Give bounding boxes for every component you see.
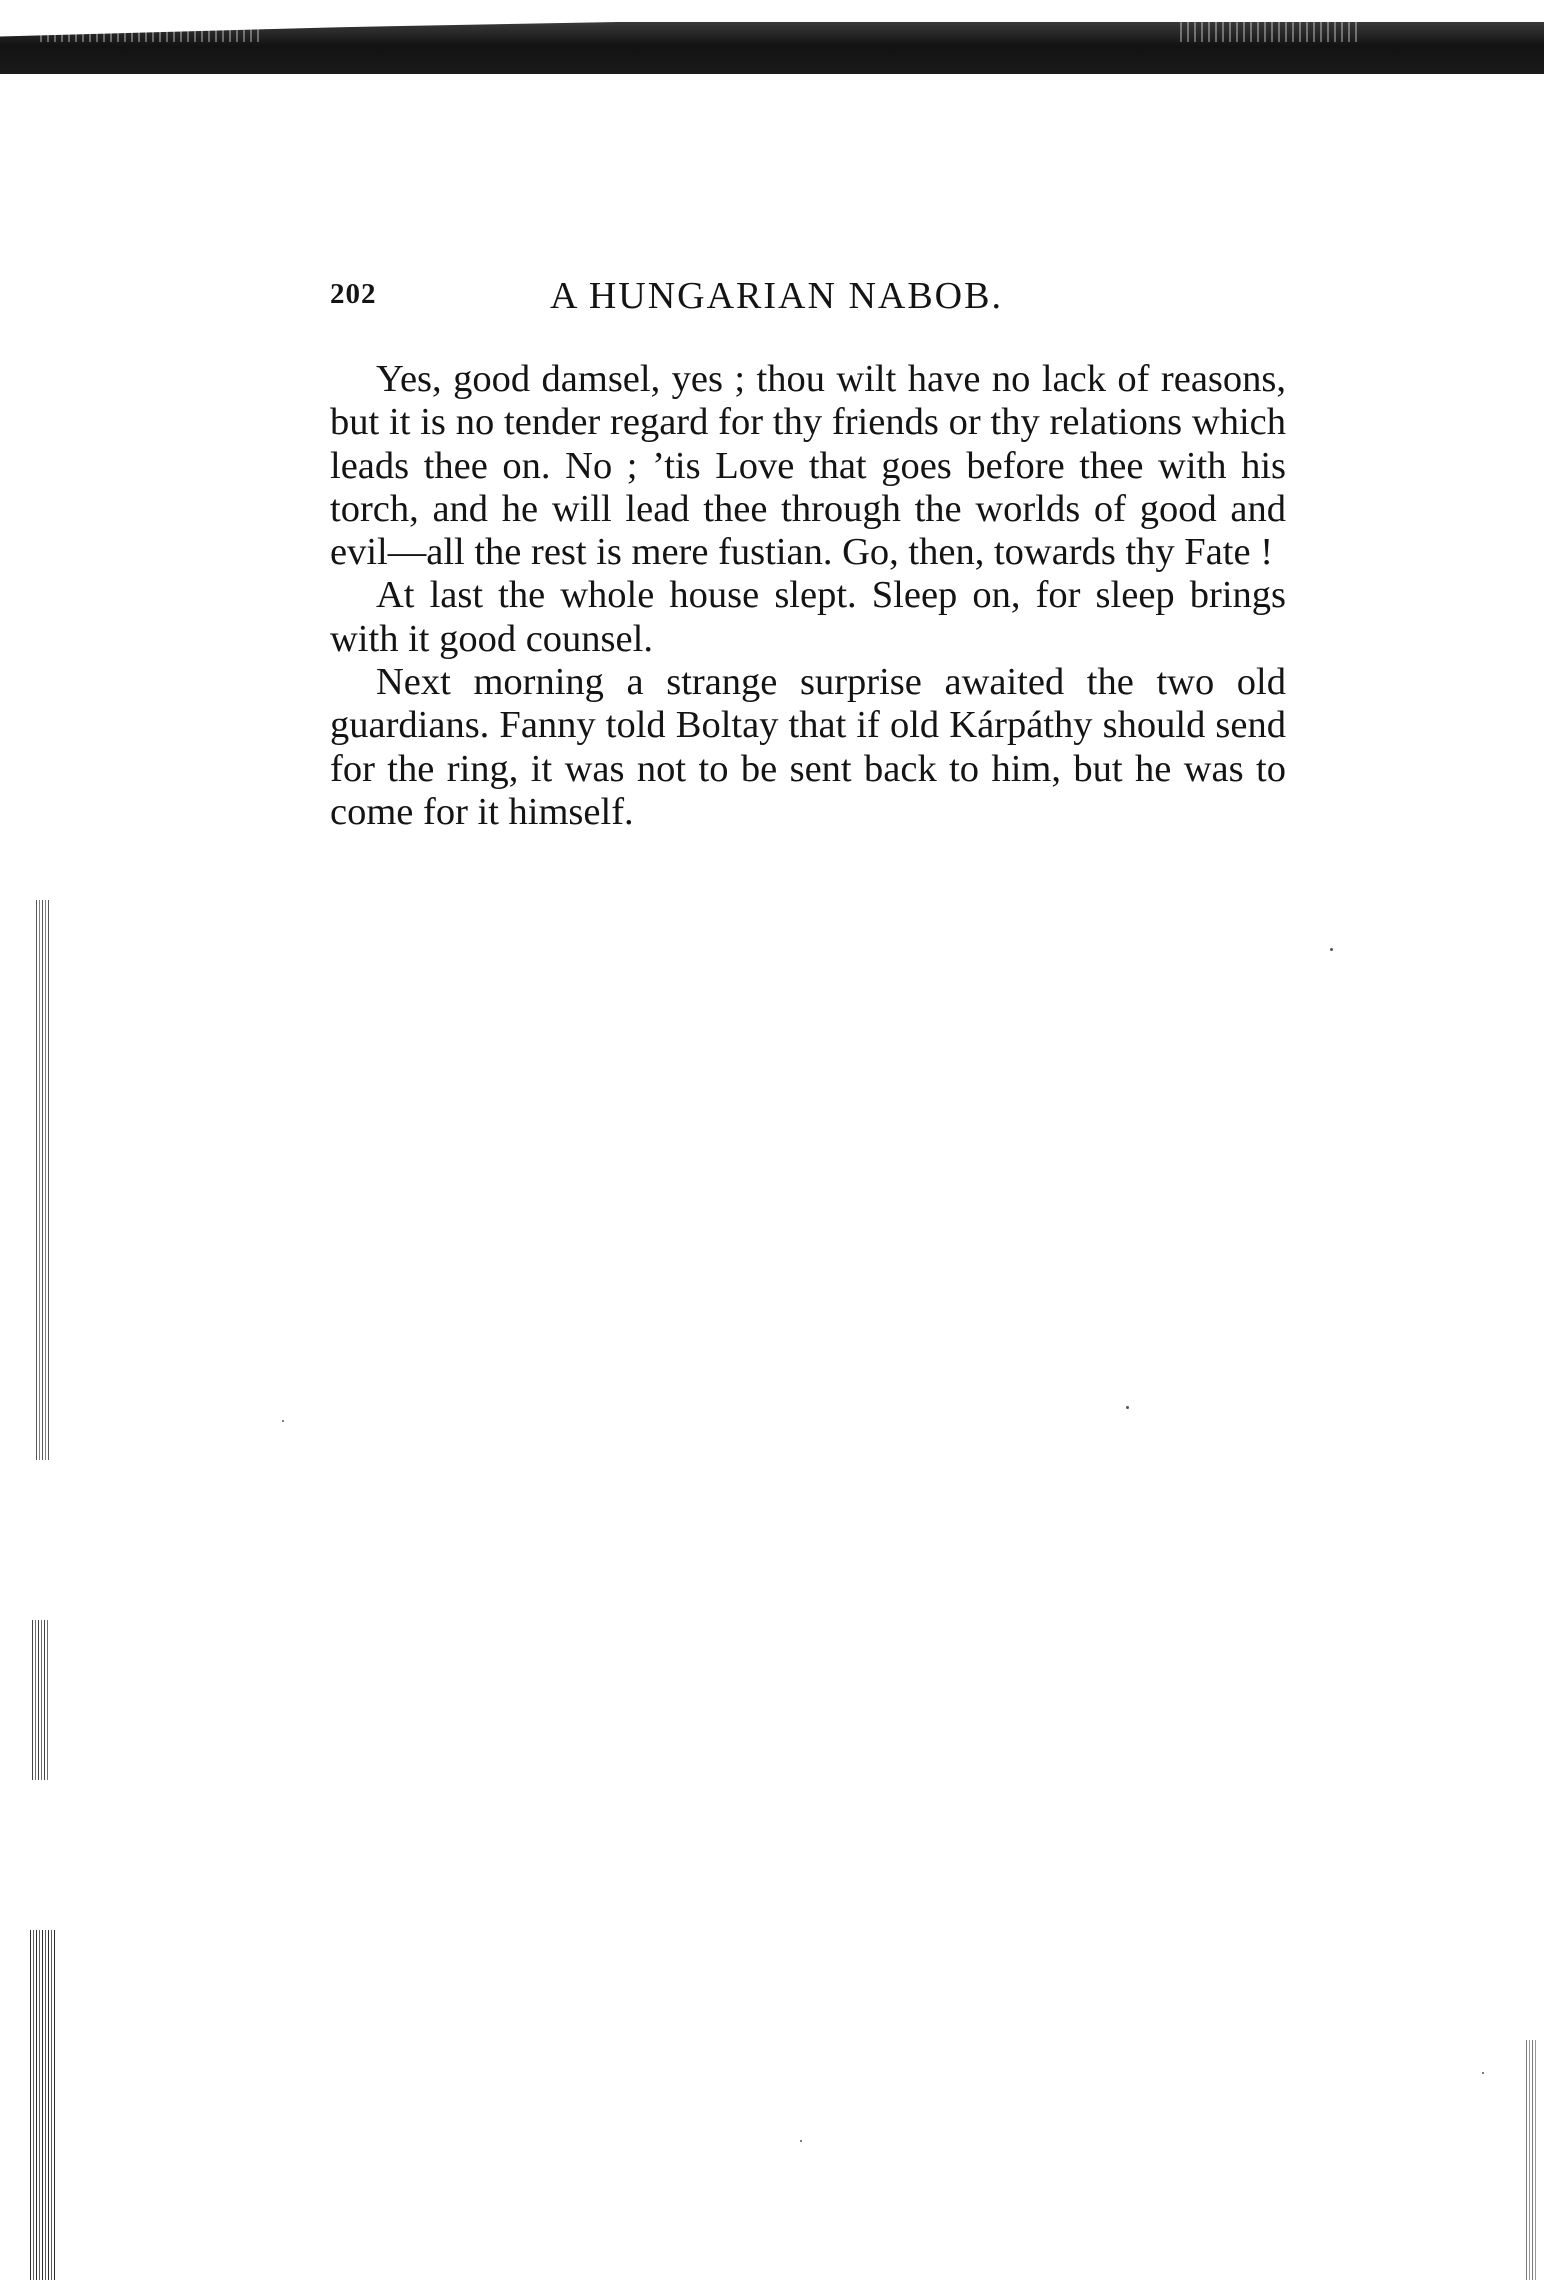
scan-speck (1126, 1406, 1129, 1409)
body-text (330, 358, 1286, 834)
binding-shadow (36, 900, 50, 1460)
scan-speck (800, 2140, 802, 2142)
scan-speckle (1180, 22, 1360, 42)
running-title: A HUNGARIAN NABOB. (550, 275, 1003, 317)
scan-speck (1330, 948, 1333, 951)
binding-shadow (30, 1930, 56, 2280)
scan-speck (1482, 2072, 1484, 2074)
scan-speckle (40, 22, 260, 42)
scan-speck (282, 1420, 284, 1422)
running-header (330, 274, 1290, 324)
page-number: 202 (330, 278, 377, 310)
paragraph: Next morning a strange surprise awaited the two old guardians. Fanny told Boltay that if old Kárpáthy should send for the ring, it was not to be sent back to him, but he was to come for it himself. (330, 661, 1286, 833)
paragraph: Yes, good damsel, yes ; thou wilt have no lack of reasons, but it is no tender regard for thy friends or thy relations which leads thee on. No ; ’tis Love that goes before thee with his torch, and he will lead thee through the worlds of good and evil—all the rest is mere fustian. Go, then, towards thy Fate ! (330, 358, 1286, 574)
paragraph: At last the whole house slept. Sleep on, for sleep brings with it good counsel. (330, 574, 1286, 660)
binding-shadow (32, 1620, 48, 1780)
binding-shadow (1526, 2040, 1536, 2280)
